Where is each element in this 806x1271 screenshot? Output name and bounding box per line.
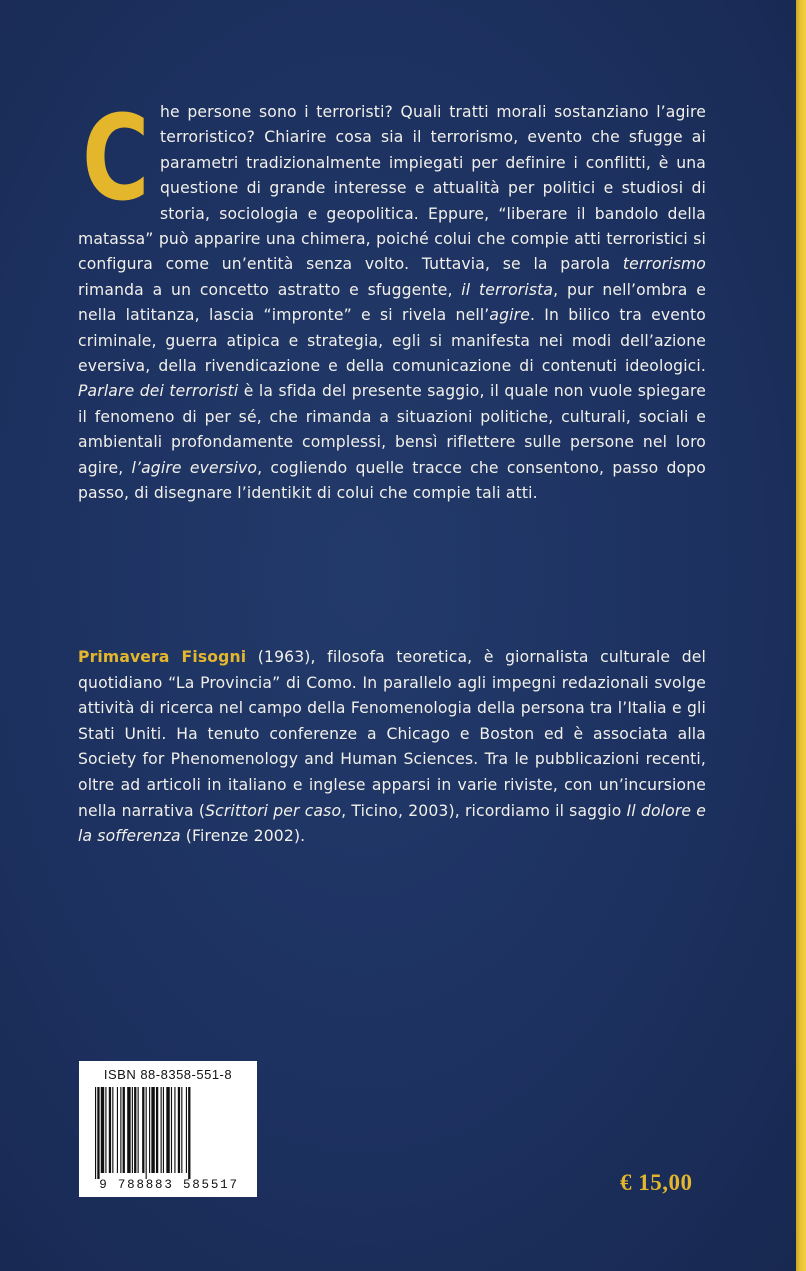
barcode-bar [161,1087,162,1173]
barcode-bar [149,1087,150,1173]
barcode-bar [142,1087,144,1173]
blurb-emphasis: terrorismo [622,255,706,274]
barcode-bar [181,1087,182,1173]
bio-emphasis: Il dolore e la sofferenza [78,801,706,846]
barcode-bar [97,1087,99,1179]
blurb-text: , pur nell’ombra e nella latitanza, lascia “impronte” e si rivela nell’ [78,280,706,325]
bio-text: (Firenze 2002). [180,827,306,846]
drop-cap: C [82,89,150,227]
barcode-bar [95,1087,96,1179]
barcode-bar [156,1087,158,1173]
barcode-bar [101,1087,104,1173]
barcode-bar [151,1087,154,1173]
barcode-bar [163,1087,164,1173]
barcode-bar [132,1087,133,1173]
barcode-bar [123,1087,125,1173]
barcode-bar [178,1087,180,1173]
author-bio [78,645,706,850]
barcode-bar [134,1087,136,1173]
blurb-emphasis: Parlare dei terroristi [78,382,239,401]
barcode-bar [127,1087,130,1173]
barcode-bar [109,1087,111,1173]
blurb-emphasis: il terrorista [461,280,554,299]
spine-edge [796,0,806,1271]
blurb-emphasis: agire [489,306,530,325]
ean-number: 9 788883 585517 [99,1178,239,1192]
barcode-bar [146,1087,147,1179]
blurb-text: è la sfida del presente saggio, il quale non vuole spiegare il fenomeno di per sé, che rimanda a situazioni politiche, culturali, sociali e ambientali profondamente complessi, bensì riflettere sulle persone nel loro agire, [78,382,706,477]
blurb-text: , cogliendo quelle tracce che consentono, passo dopo passo, di disegnare l’identikit di colui che compie tali atti. [78,458,706,503]
barcode-bar [171,1087,172,1173]
bio-emphasis: Scrittori per caso [205,801,342,820]
barcode-bar [117,1087,118,1173]
author-name: Primavera Fisogni [78,648,247,666]
barcode-bar [186,1087,187,1173]
blurb-text: . In bilico tra evento criminale, guerra atipica e strategia, egli si manifesta nei modi dell’azione eversiva, della rivendicazione e della comunicazione di contenuti ideologici. [78,306,706,376]
price-label: € 15,00 [620,1170,693,1195]
isbn-number: ISBN 88-8358-551-8 [103,1067,233,1082]
blurb-text: he persone sono i terroristi? Quali tratti morali sostanziano l’agire terroristico? Chiarire cosa sia il terrorismo, evento che sfugge ai parametri tradizionalmente impiegati per definire i conflitti, è una questione di grande interesse e attualità per politici e studiosi di storia, sociologia e geopolitica. Eppure, “liberare il bandolo della matassa” può apparire una chimera, poiché colui che compie atti terroristici si configura come un’entità senza volto. Tuttavia, se la parola [78,103,706,274]
barcode-bar [174,1087,175,1173]
bio-text: (1963), filosofa teoretica, è giornalista culturale del quotidiano “La Provincia” di Como. In parallelo agli impegni redazionali svolge attività di ricerca nel campo della Fenomenologia della persona tra l’Italia e gli Stati Uniti. Ha tenuto conferenze a Chicago e Boston ed è associata alla Society for Phenomenology and Human Sciences. Tra le pubblicazioni recenti, oltre ad articoli in italiano e inglese apparsi in varie riviste, con un’incursione nella narrativa ( [78,648,706,820]
barcode-bar [120,1087,121,1173]
barcode-bar [166,1087,169,1173]
barcode-bar [188,1087,190,1179]
blurb-emphasis: l’agire eversivo [131,458,258,477]
barcode-bar [138,1087,139,1173]
barcode-bar [105,1087,106,1173]
blurb-paragraph [78,89,706,507]
blurb-text: rimanda a un concetto astratto e sfuggente, [78,280,462,299]
isbn-barcode [79,1061,257,1197]
bio-text: , Ticino, 2003), ricordiamo il saggio [341,801,627,820]
barcode-bars [95,1087,245,1179]
barcode-bar [112,1087,113,1173]
